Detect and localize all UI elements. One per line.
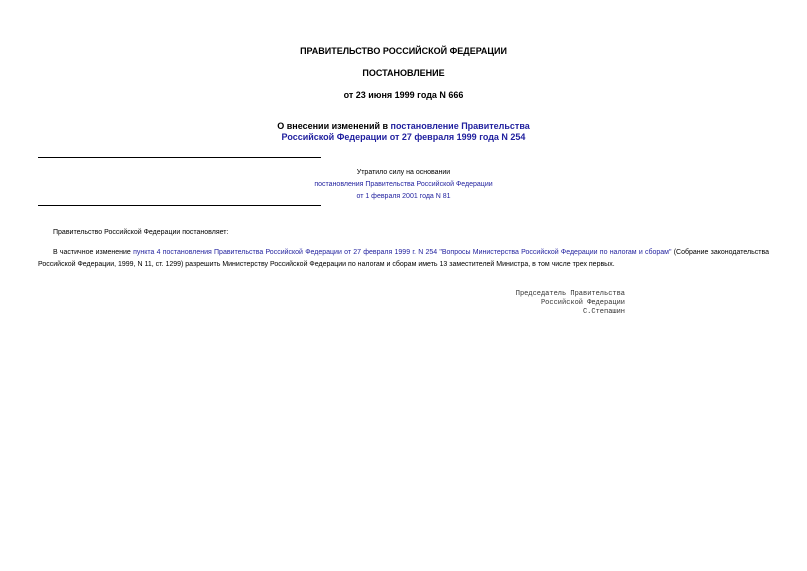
repeal-resolution-link-line1[interactable]: постановления Правительства Российской Федерации [314,181,493,188]
repeal-resolution-link-line2[interactable]: от 1 февраля 2001 года N 81 [356,193,451,200]
signature-position: Председатель Правительства [515,290,625,298]
document-type: ПОСТАНОВЛЕНИЕ [362,68,445,78]
document-date-number: от 23 июня 1999 года N 666 [343,90,464,100]
amended-resolution-link-line1[interactable]: постановление Правительства [390,121,530,131]
signature-name: С.Степашин [582,308,625,316]
signature-block [470,290,625,317]
divider-bottom [38,205,321,206]
intro-paragraph: Правительство Российской Федерации постановляет: [53,229,229,236]
title-prefix: О внесении изменений в [277,121,391,131]
main-paragraph [38,247,769,271]
paragraph-prefix: В частичное изменение [53,249,134,256]
amended-resolution-link-line2[interactable]: Российской Федерации от 27 февраля 1999 года N 254 [281,132,526,142]
paragraph-suffix: (Собрание законодательства Российской Федерации, 1999, N 11, ст. 1299) разрешить Министерству Российской Федерации по налогам и сборам иметь 13 заместителей Министра, в том числе трех первых. [38,249,769,268]
status-note-text: Утратило силу на основании [356,169,451,176]
status-note [0,167,807,203]
document-title [0,121,807,143]
paragraph-resolution-link[interactable]: пункта 4 постановления Правительства Российской Федерации от 27 февраля 1999 г. N 254 "Вопросы Министерства Российской Федерации по налогам и сборам" [133,249,672,256]
divider-top [38,157,321,158]
government-heading: ПРАВИТЕЛЬСТВО РОССИЙСКОЙ ФЕДЕРАЦИИ [300,46,507,56]
signature-organization: Российской Федерации [540,299,625,307]
